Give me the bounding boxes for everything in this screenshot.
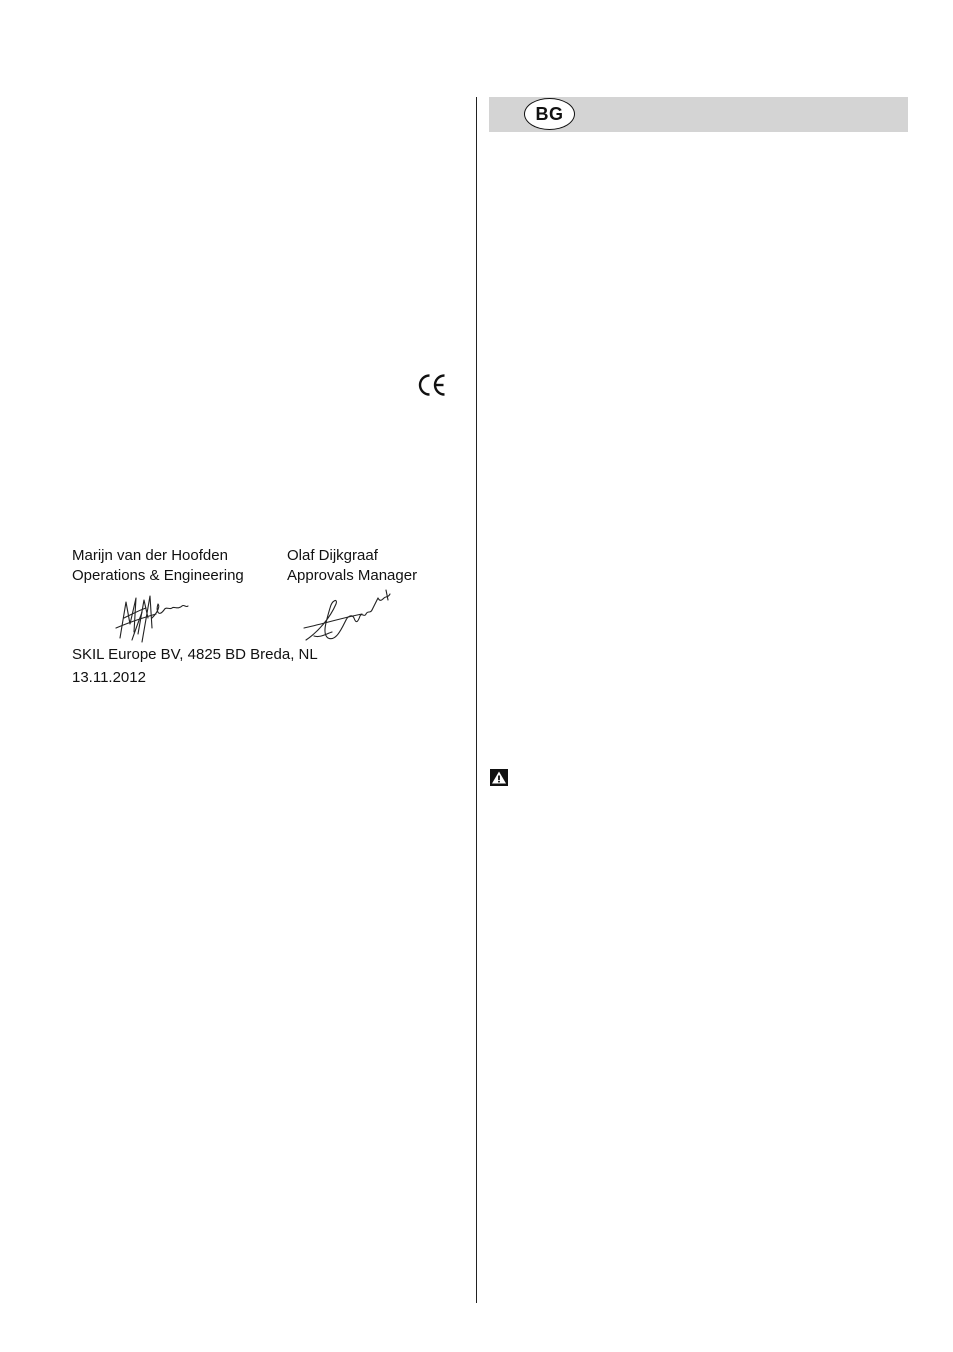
signatory-1 — [72, 546, 244, 586]
ce-mark-icon — [417, 372, 447, 398]
language-code-badge: BG — [524, 98, 575, 130]
column-divider — [476, 97, 477, 1303]
signatory-1-name: Marijn van der Hoofden — [72, 547, 228, 564]
signatory-2-role: Approvals Manager — [287, 567, 418, 584]
signatory-2-name: Olaf Dijkgraaf — [287, 547, 378, 564]
signature-1 — [112, 588, 192, 644]
signatory-2 — [287, 546, 417, 586]
signature-2 — [302, 588, 394, 646]
language-header-band — [489, 97, 908, 132]
signatory-1-role: Operations & Engineering — [72, 567, 244, 584]
warning-triangle-icon — [490, 769, 508, 786]
declaration-date: 13.11.2012 — [72, 669, 146, 686]
company-line: SKIL Europe BV, 4825 BD Breda, NL — [72, 646, 318, 663]
